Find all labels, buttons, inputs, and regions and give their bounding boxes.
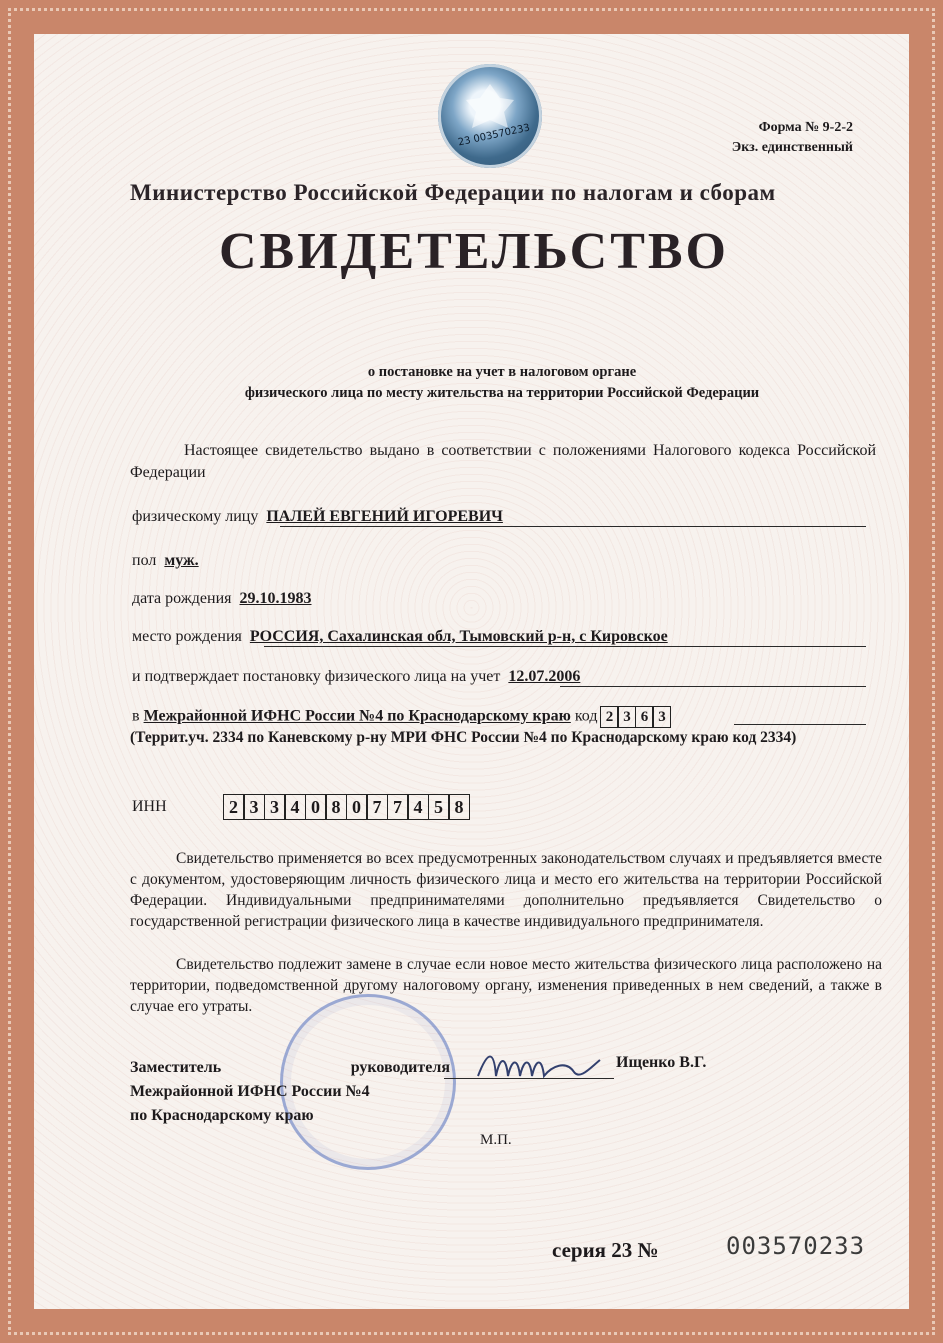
inn-label: ИНН <box>132 797 167 815</box>
dob-label: дата рождения <box>132 590 232 607</box>
inn-digit: 7 <box>387 794 409 820</box>
reg-underline <box>560 686 866 687</box>
subtitle-line-1: о постановке на учет в налоговом органе <box>367 364 637 380</box>
sex-field <box>132 552 199 570</box>
person-underline <box>280 526 866 527</box>
signer-title-word1: Заместитель <box>130 1059 222 1076</box>
person-value: ПАЛЕЙ ЕВГЕНИЙ ИГОРЕВИЧ <box>266 508 503 525</box>
seal-place-mark: М.П. <box>480 1132 512 1148</box>
usage-paragraph: Свидетельство применяется во всех предусмотренных законодательством случаях и предъявляется вместе с документом, удостоверяющим личность физического лица и место его жительства на территории Российской Федерации. Индивидуальными предпринимателями дополнительно предъявляется Свидетельство о государственной регистрации физического лица в качестве индивидуального предпринимателя. <box>130 850 882 930</box>
signer-title-line2: Межрайонной ИФНС России №4 <box>130 1083 370 1100</box>
series-number: 003570233 <box>726 1232 866 1260</box>
person-label: физическому лицу <box>132 508 259 525</box>
inn-digit: 8 <box>448 794 470 820</box>
reg-value: 12.07.2006 <box>508 668 581 685</box>
signature-line <box>444 1078 614 1079</box>
office-code-digit: 3 <box>652 706 671 728</box>
inn-digit: 8 <box>325 794 347 820</box>
inn-field <box>132 794 470 820</box>
form-number: Форма № 9-2-2 <box>758 120 853 135</box>
document-subtitle <box>134 362 870 404</box>
office-code-label: код <box>574 707 598 725</box>
inn-digit: 3 <box>264 794 286 820</box>
office-code-digit: 3 <box>617 706 636 728</box>
reg-field <box>132 668 580 686</box>
form-number-block <box>732 118 853 158</box>
office-underline <box>734 724 866 725</box>
territory-text: (Террит.уч. 2334 по Каневскому р-ну МРИ ФНС России №4 по Краснодарскому краю код 2334) <box>130 729 797 746</box>
inn-digit: 2 <box>223 794 245 820</box>
form-copy: Экз. единственный <box>731 140 853 155</box>
signer-title <box>130 1056 450 1128</box>
inn-digit: 3 <box>243 794 265 820</box>
inn-digit: 4 <box>284 794 306 820</box>
inn-digit: 4 <box>407 794 429 820</box>
sex-value: муж. <box>164 552 199 569</box>
replacement-paragraph: Свидетельство подлежит замене в случае если новое место жительства физического лица расположено на территории, подведомственной другому налоговому органу, изменения приведенных в нем сведений, а также в случае его утраты. <box>130 956 882 1015</box>
person-field <box>132 508 503 526</box>
intro-text: Настоящее свидетельство выдано в соответствии с положениями Налогового кодекса Российской Федерации <box>130 442 876 481</box>
handwritten-signature-icon <box>474 1046 604 1095</box>
pob-underline <box>264 646 866 647</box>
pob-field <box>132 628 668 646</box>
inn-digit: 5 <box>428 794 450 820</box>
inn-digit: 0 <box>305 794 327 820</box>
office-code-boxes <box>601 706 671 728</box>
office-field <box>132 706 671 728</box>
reg-label: и подтверждает постановку физического лица на учет <box>132 668 501 685</box>
dob-field <box>132 590 312 608</box>
hologram-number: 23 003570233 <box>457 122 531 149</box>
sex-label: пол <box>132 552 157 569</box>
subtitle-line-2: физического лица по месту жительства на территории Российской Федерации <box>244 385 760 401</box>
series-label: серия 23 № <box>552 1238 659 1262</box>
office-code-digit: 6 <box>635 706 654 728</box>
hologram-emblem-icon <box>438 64 542 168</box>
signer-name: Ищенко В.Г. <box>616 1054 707 1071</box>
pob-label: место рождения <box>132 628 242 645</box>
document-title: СВИДЕТЕЛЬСТВО <box>218 223 730 280</box>
dob-value: 29.10.1983 <box>239 590 312 607</box>
ministry-name: Министерство Российской Федерации по налогам и сборам <box>130 180 776 205</box>
signer-title-word2: руководителя <box>350 1059 450 1076</box>
office-prefix: в <box>132 707 140 725</box>
inn-boxes <box>224 794 470 820</box>
pob-value: РОССИЯ, Сахалинская обл, Тымовский р-н, с Кировское <box>249 628 668 645</box>
inn-digit: 7 <box>366 794 388 820</box>
signer-title-line3: по Краснодарскому краю <box>130 1107 314 1124</box>
office-value: Межрайонной ИФНС России №4 по Краснодарскому краю <box>143 707 571 725</box>
inn-digit: 0 <box>346 794 368 820</box>
office-code-digit: 2 <box>600 706 619 728</box>
